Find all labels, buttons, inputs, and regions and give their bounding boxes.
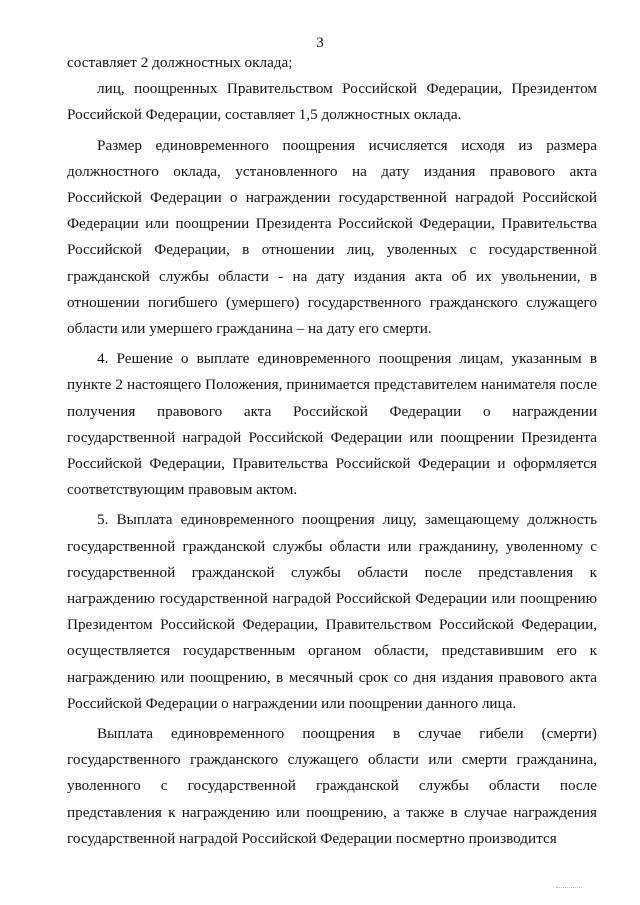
paragraph-item-5: 5. Выплата единовременного поощрения лицу, замещающему должность государственной гражданской службы области или гражданину, уволенному с государственной гражданской службы области после представления к награждению государственной наградой Российской Федерации или поощрению Президентом Российской Федерации, Правительством Российской Федерации, осуществляется государственным органом области, представившим его к награждению или поощрению, в месячный срок со дня издания правового акта Российской Федерации о награждении или поощрении данного лица. bbox=[67, 511, 597, 712]
paragraph-payment-on-death: Выплата единовременного поощрения в случае гибели (смерти) государственного гражданского служащего области или смерти гражданина, уволенного с государственной гражданской службы области после представления к награждению или поощрению, а также в случае награждения государственной наградой Российской Федерации посмертно производится bbox=[67, 725, 597, 847]
paragraph-continuation: составляет 2 должностных оклада; bbox=[67, 54, 293, 71]
paragraph-item-4: 4. Решение о выплате единовременного поощрения лицам, указанным в пункте 2 настоящего Положения, принимается представителем нанимателя после получения правового акта Российской Федерации о награждении государственной наградой Российской Федерации или поощрении Президента Российской Федерации, Правительства Российской Федерации и оформляется соответствующим правовым актом. bbox=[67, 350, 597, 499]
page-number: 3 bbox=[316, 35, 324, 51]
paragraph-payment-size: Размер единовременного поощрения исчисляется исходя из размера должностного оклада, установленного на дату издания правового акта Российской Федерации о награждении государственной наградой Российской Федерации или поощрении Президента Российской Федерации, Правительства Российской Федерации, в отношении лиц, уволенных с государственной гражданской службы области - на дату издания акта об их увольнении, в отношении погибшего (умершего) государственного гражданского служащего области или умершего гражданина – на дату его смерти. bbox=[67, 136, 597, 338]
scan-mark bbox=[556, 887, 582, 892]
paragraph-government-awardees: лиц, поощренных Правительством Российской Федерации, Президентом Российской Федерации, составляет 1,5 должностных оклада. bbox=[67, 80, 597, 124]
document-body bbox=[67, 50, 597, 852]
